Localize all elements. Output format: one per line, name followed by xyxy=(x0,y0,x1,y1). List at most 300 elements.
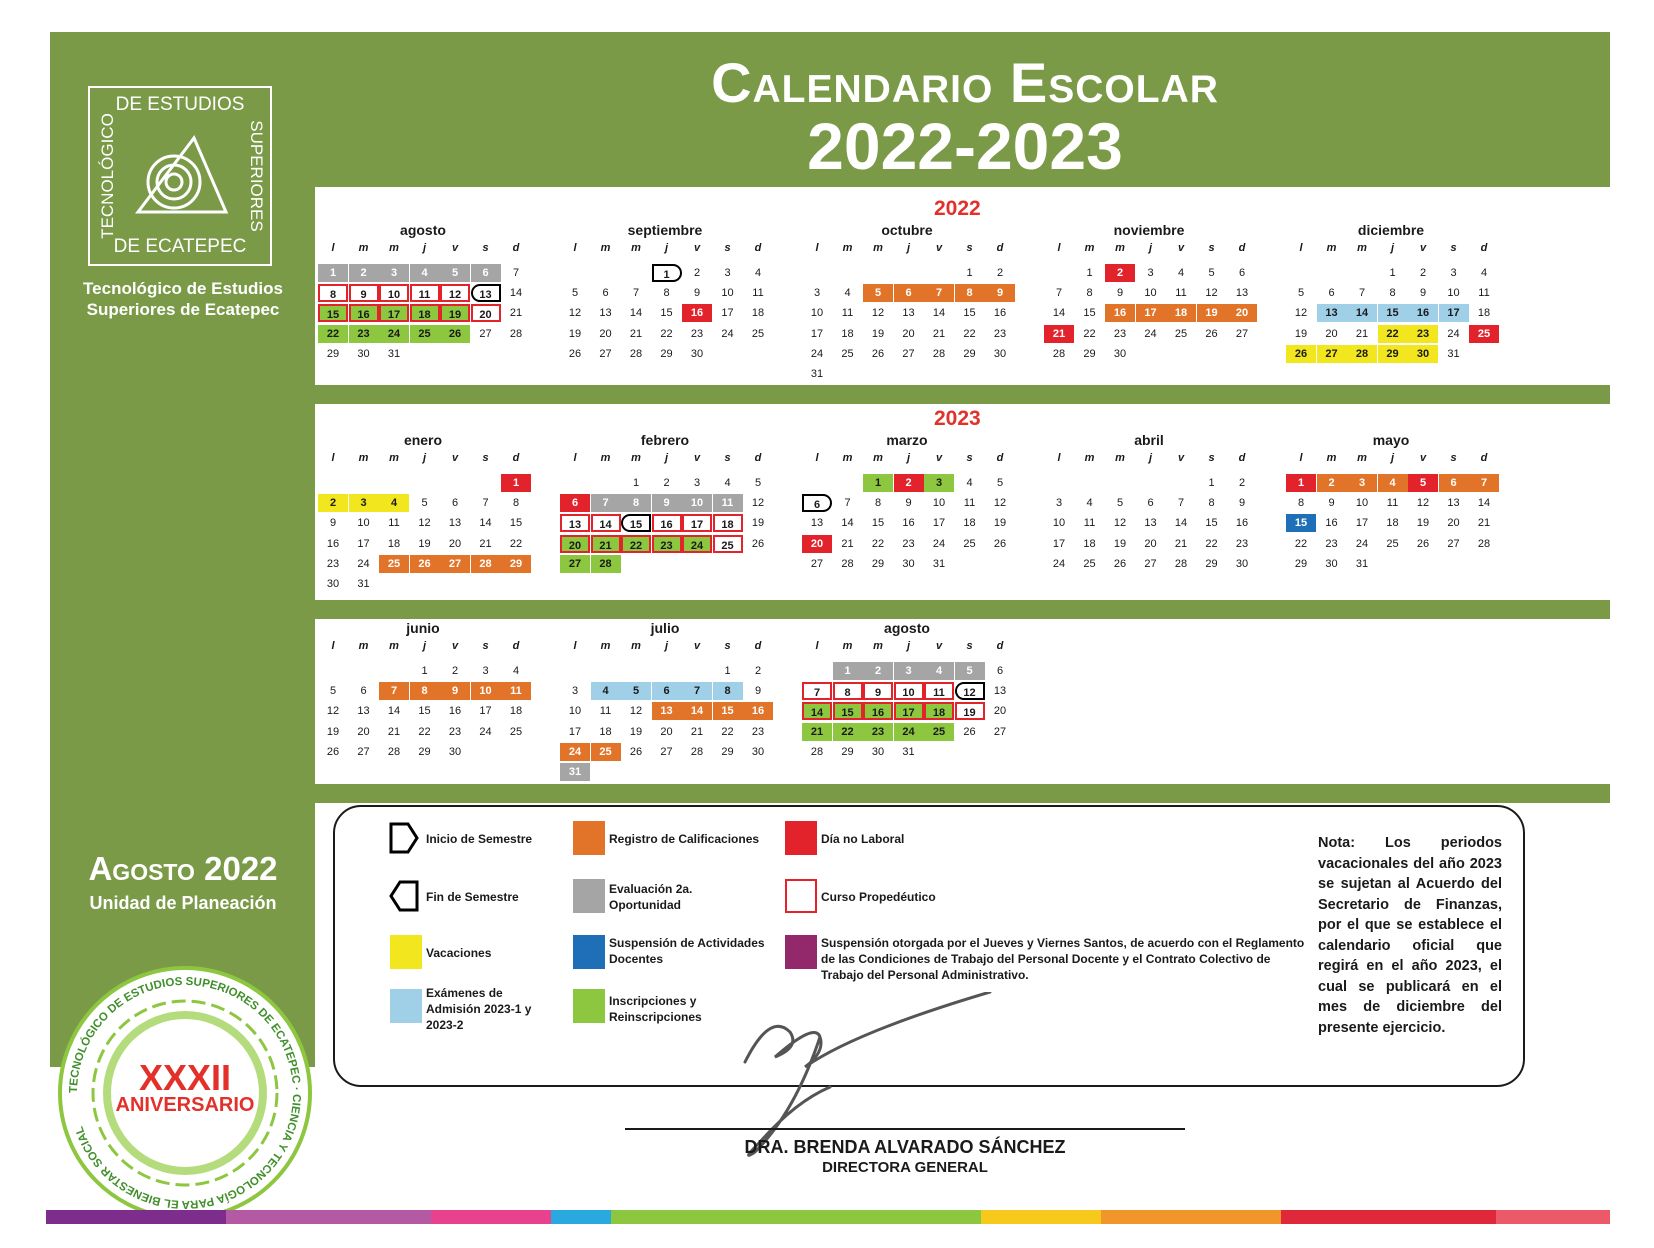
calendar-day: 7 xyxy=(802,682,832,700)
weekday-label: s xyxy=(724,452,731,464)
weekday-label: v xyxy=(935,640,943,652)
calendar-day: 31 xyxy=(1447,347,1460,360)
weekday-label: d xyxy=(1480,452,1488,464)
month-name: julio xyxy=(650,620,680,636)
calendar-day: 30 xyxy=(326,578,340,590)
anniversary-seal xyxy=(50,962,320,1224)
calendar-day: 16 xyxy=(652,514,682,532)
calendar-day: 15 xyxy=(963,307,976,320)
calendar-day: 18 xyxy=(841,327,854,340)
weekday-label: m xyxy=(1326,452,1337,464)
color-stripe xyxy=(1281,1210,1496,1224)
calendar-day: 6 xyxy=(471,264,501,282)
calendar-day: 12 xyxy=(418,517,431,530)
calendar-day: 31 xyxy=(902,745,915,758)
weekday-label: m xyxy=(842,242,853,254)
calendar-day: 21 xyxy=(387,725,401,738)
calendar-day: 23 xyxy=(902,537,915,550)
calendar-day: 20 xyxy=(993,705,1007,718)
calendar-day: 10 xyxy=(471,682,501,700)
calendar-day: 2 xyxy=(1317,474,1347,492)
weekday-label: j xyxy=(422,242,427,254)
calendar-day: 23 xyxy=(326,557,340,570)
note-text: Los periodos vacacionales del año 2023 se sujetan al Acuerdo del Secretario de Finanzas, por el que se establece el calendario oficial que regirá en el año 2023, el cual se publicará en el mes de diciembre del presente ejercicio. xyxy=(1318,835,1502,1036)
calendar-day: 16 xyxy=(682,304,712,322)
calendar-day: 2 xyxy=(693,267,701,279)
calendar-day: 8 xyxy=(318,284,348,302)
calendar-day: 5 xyxy=(329,685,337,698)
calendar-day: 1 xyxy=(1286,474,1316,492)
weekday-label: m xyxy=(631,242,641,254)
calendar-day: 9 xyxy=(693,287,701,300)
calendar-day: 4 xyxy=(724,477,731,489)
calendar-day: 17 xyxy=(1439,304,1469,322)
weekday-label: s xyxy=(966,242,973,254)
calendar-day: 8 xyxy=(874,497,882,510)
calendar-day: 3 xyxy=(1450,267,1457,279)
calendar-day: 23 xyxy=(1408,325,1438,343)
calendar-day: 3 xyxy=(693,477,701,489)
weekday-label: j xyxy=(1148,242,1153,254)
calendar-day: 4 xyxy=(591,682,621,700)
calendar-day: 1 xyxy=(652,264,682,282)
calendar-day: 7 xyxy=(1358,287,1366,300)
calendar-day: 28 xyxy=(810,745,824,758)
calendar-day: 23 xyxy=(863,723,893,741)
calendar-day: 9 xyxy=(1328,497,1335,510)
calendar-day: 3 xyxy=(924,474,954,492)
calendar-day: 12 xyxy=(955,682,985,700)
calendar-day: 30 xyxy=(993,347,1007,360)
logo-emblem-icon xyxy=(134,132,230,224)
calendar-day: 22 xyxy=(1205,537,1218,550)
weekday-label: m xyxy=(842,640,853,652)
weekday-label: m xyxy=(1115,452,1125,464)
calendar-day: 21 xyxy=(479,537,492,550)
weekday-label: j xyxy=(664,242,669,254)
weekday-label: v xyxy=(1177,242,1185,254)
calendar-day: 31 xyxy=(560,763,590,781)
weekday-label: m xyxy=(1115,242,1125,254)
calendar-day: 6 xyxy=(652,682,682,700)
calendar-day: 19 xyxy=(326,725,340,738)
legend-no-laboral: Día no Laboral xyxy=(821,832,905,846)
calendar-day: 10 xyxy=(894,682,924,700)
calendar-day: 30 xyxy=(448,745,462,758)
calendar-day: 13 xyxy=(560,514,590,532)
calendar-day: 26 xyxy=(993,537,1007,550)
calendar-day: 26 xyxy=(871,347,885,360)
calendar-day: 18 xyxy=(713,514,743,532)
calendar-day: 18 xyxy=(751,307,765,320)
calendar-day: 20 xyxy=(902,327,915,340)
weekday-label: d xyxy=(1238,452,1246,464)
calendar-day: 25 xyxy=(713,535,743,553)
month-name: agosto xyxy=(400,222,446,238)
calendar-day: 5 xyxy=(1116,497,1124,510)
calendar-day: 5 xyxy=(955,662,985,680)
weekday-label: m xyxy=(631,452,641,464)
legend-propedeutico: Curso Propedéutico xyxy=(821,890,936,904)
calendar-day: 24 xyxy=(1144,327,1157,340)
issue-date: Agosto 2022 xyxy=(88,850,278,887)
calendar-day: 7 xyxy=(1177,497,1185,510)
calendar-day: 2 xyxy=(1419,267,1427,279)
calendar-day: 9 xyxy=(1419,287,1427,300)
legend-registro: Registro de Calificaciones xyxy=(609,832,760,846)
calendar-day: 15 xyxy=(1083,307,1096,320)
calendar-day: 8 xyxy=(512,497,520,510)
weekday-label: v xyxy=(451,640,459,652)
calendar-day: 6 xyxy=(360,685,367,698)
calendar-day: 15 xyxy=(621,514,651,532)
note-block xyxy=(1318,833,1502,1038)
calendar-day: 2 xyxy=(349,264,379,282)
calendar-day: 7 xyxy=(512,267,520,279)
calendar-day: 27 xyxy=(660,745,673,758)
weekday-label: j xyxy=(664,640,669,652)
calendar-day: 27 xyxy=(357,745,370,758)
calendar-day: 21 xyxy=(802,723,832,741)
calendar-day: 14 xyxy=(387,705,401,718)
calendar-day: 21 xyxy=(932,327,946,340)
calendar-day: 14 xyxy=(841,517,854,530)
calendar-day: 2 xyxy=(663,477,670,489)
calendar-day: 22 xyxy=(318,325,348,343)
calendar-day: 6 xyxy=(451,497,459,510)
calendar-day: 8 xyxy=(1389,287,1396,300)
weekday-label: s xyxy=(1208,452,1215,464)
calendar-day: 10 xyxy=(379,284,409,302)
calendar-day: 25 xyxy=(591,743,621,761)
month-name: noviembre xyxy=(1113,222,1185,238)
calendar-day: 6 xyxy=(1147,497,1154,510)
calendar-day: 24 xyxy=(1447,327,1460,340)
calendar-day: 26 xyxy=(751,537,765,550)
calendar-day: 4 xyxy=(924,662,954,680)
calendar-day: 22 xyxy=(1378,325,1408,343)
weekday-label: m xyxy=(389,640,399,652)
weekday-label: l xyxy=(1057,242,1061,254)
start-semester-icon xyxy=(388,821,420,855)
calendar-day: 19 xyxy=(629,725,643,738)
calendar-day: 28 xyxy=(387,745,401,758)
month-name: octubre xyxy=(881,222,933,238)
calendar-day: 19 xyxy=(418,537,431,550)
calendar-day: 29 xyxy=(721,745,734,758)
holy-week-swatch xyxy=(785,935,817,969)
weekday-label: j xyxy=(906,242,911,254)
calendar-day: 19 xyxy=(1416,517,1430,530)
calendar-day: 24 xyxy=(721,327,734,340)
weekday-label: m xyxy=(358,640,369,652)
calendar-day: 2 xyxy=(863,662,893,680)
weekday-label: l xyxy=(1299,452,1303,464)
weekday-label: m xyxy=(1084,242,1095,254)
calendar-day: 14 xyxy=(509,287,523,300)
weekday-label: m xyxy=(358,242,369,254)
title-line1: Calendario Escolar xyxy=(711,51,1219,114)
calendar-day: 16 xyxy=(993,307,1007,320)
calendar-day: 27 xyxy=(1144,557,1157,570)
calendar-day: 7 xyxy=(482,497,489,510)
weekday-label: m xyxy=(389,452,399,464)
weekday-label: v xyxy=(935,452,943,464)
weekday-label: m xyxy=(1357,452,1367,464)
calendar-day: 2 xyxy=(996,267,1004,279)
weekday-label: v xyxy=(1419,242,1427,254)
calendar-day: 3 xyxy=(1347,474,1377,492)
calendar-day: 17 xyxy=(1052,537,1066,550)
calendar-day: 11 xyxy=(713,494,743,512)
calendar-day: 9 xyxy=(652,494,682,512)
calendar-day: 14 xyxy=(1174,517,1188,530)
calendar-day: 14 xyxy=(932,307,946,320)
month-name: junio xyxy=(406,620,440,636)
calendar-day: 31 xyxy=(387,347,401,360)
calendar-day: 11 xyxy=(963,497,976,510)
weekday-label: v xyxy=(1419,452,1427,464)
calendar-day: 4 xyxy=(379,494,409,512)
calendar-day: 2 xyxy=(894,474,924,492)
calendar-day: 16 xyxy=(1235,517,1249,530)
weekday-label: v xyxy=(451,452,459,464)
logo-text-top: DE ESTUDIOS xyxy=(115,94,245,115)
calendar-day: 23 xyxy=(993,327,1007,340)
calendar-day: 25 xyxy=(963,537,976,550)
calendar-day: 5 xyxy=(421,497,428,510)
calendar-day: 2 xyxy=(754,665,762,677)
calendar-day: 6 xyxy=(1238,267,1246,279)
calendar-day: 29 xyxy=(501,555,531,573)
enrollment-swatch xyxy=(573,989,605,1023)
calendar-day: 4 xyxy=(512,665,520,677)
calendar-day: 24 xyxy=(357,557,370,570)
calendar-day: 13 xyxy=(471,284,501,302)
calendar-day: 1 xyxy=(863,474,893,492)
calendar-day: 13 xyxy=(1447,497,1460,510)
calendar-day: 13 xyxy=(902,307,915,320)
calendar-day: 13 xyxy=(1144,517,1157,530)
calendar-day: 15 xyxy=(1205,517,1218,530)
calendar-day: 20 xyxy=(660,725,673,738)
color-stripe xyxy=(611,1210,981,1224)
calendar-day: 24 xyxy=(894,723,924,741)
calendar-day: 14 xyxy=(591,514,621,532)
weekday-label: l xyxy=(815,640,819,652)
title-line2: 2022-2023 xyxy=(807,109,1123,183)
calendar-day: 9 xyxy=(329,517,337,530)
calendar-day: 17 xyxy=(568,725,582,738)
calendar-day: 31 xyxy=(932,557,946,570)
calendar-day: 4 xyxy=(754,267,762,279)
calendar-day: 6 xyxy=(894,284,924,302)
calendar-day: 12 xyxy=(1113,517,1127,530)
calendar-day: 21 xyxy=(1355,327,1369,340)
calendar-day: 14 xyxy=(1052,307,1066,320)
calendar-day: 1 xyxy=(724,665,731,677)
calendar-day: 27 xyxy=(440,555,470,573)
calendar-day: 7 xyxy=(682,682,712,700)
calendar-day: 11 xyxy=(841,307,854,320)
calendar-day: 27 xyxy=(810,557,824,570)
calendar-day: 1 xyxy=(833,662,863,680)
logo-text-bottom: DE ECATEPEC xyxy=(113,236,247,257)
calendar-day: 16 xyxy=(1408,304,1438,322)
weekday-label: s xyxy=(482,242,489,254)
weekday-label: m xyxy=(358,452,369,464)
calendar-day: 25 xyxy=(379,555,409,573)
weekday-label: l xyxy=(1299,242,1303,254)
weekday-label: l xyxy=(815,242,819,254)
calendar-day: 17 xyxy=(932,517,946,530)
calendar-day: 2 xyxy=(1105,264,1135,282)
calendar-day: 15 xyxy=(318,304,348,322)
calendar-day: 23 xyxy=(349,325,379,343)
weekday-label: j xyxy=(906,452,911,464)
calendar-day: 29 xyxy=(660,347,673,360)
calendar-day: 13 xyxy=(357,705,370,718)
calendar-day: 9 xyxy=(754,685,762,698)
calendar-day: 18 xyxy=(410,304,440,322)
weekday-label: d xyxy=(996,242,1004,254)
calendar-day: 21 xyxy=(841,537,854,550)
calendar-day: 10 xyxy=(357,517,370,530)
calendar-day: 6 xyxy=(1328,287,1335,300)
weekday-label: l xyxy=(331,452,335,464)
weekday-label: s xyxy=(482,452,489,464)
calendar-day: 23 xyxy=(1325,537,1338,550)
calendar-day: 30 xyxy=(1325,557,1338,570)
calendar-day: 5 xyxy=(1408,474,1438,492)
weekday-label: l xyxy=(1057,452,1061,464)
calendar-day: 9 xyxy=(440,682,470,700)
calendar-day: 3 xyxy=(1055,497,1063,510)
signature-line xyxy=(625,1128,1185,1130)
calendar-day: 10 xyxy=(1052,517,1066,530)
calendar-day: 27 xyxy=(479,327,492,340)
weekday-label: v xyxy=(1177,452,1185,464)
calendar-day: 28 xyxy=(509,327,523,340)
calendar-day: 17 xyxy=(682,514,712,532)
calendar-day: 29 xyxy=(326,347,340,360)
calendar-day: 21 xyxy=(591,535,621,553)
calendar-day: 19 xyxy=(440,304,470,322)
calendar-day: 24 xyxy=(1355,537,1369,550)
weekday-label: m xyxy=(1084,452,1095,464)
weekday-label: v xyxy=(451,242,459,254)
calendar-day: 29 xyxy=(871,557,885,570)
weekday-label: m xyxy=(631,640,641,652)
calendar-day: 11 xyxy=(1083,517,1096,530)
calendar-day: 5 xyxy=(754,477,762,489)
weekday-label: d xyxy=(754,452,762,464)
calendar-day: 8 xyxy=(1208,497,1215,510)
weekday-label: s xyxy=(724,640,731,652)
calendar-day: 30 xyxy=(902,557,915,570)
calendar-day: 4 xyxy=(1086,497,1093,510)
calendar-day: 31 xyxy=(1355,557,1369,570)
weekday-label: l xyxy=(815,452,819,464)
calendar-day: 13 xyxy=(448,517,462,530)
calendar-day: 8 xyxy=(621,494,651,512)
calendar-day: 22 xyxy=(963,327,976,340)
calendar-day: 1 xyxy=(632,477,640,489)
calendar-day: 6 xyxy=(1439,474,1469,492)
calendar-day: 1 xyxy=(318,264,348,282)
year-label-2023: 2023 xyxy=(934,407,981,430)
calendar-day: 12 xyxy=(993,497,1007,510)
weekday-label: j xyxy=(422,640,427,652)
calendar-day: 31 xyxy=(810,368,824,380)
calendar-day: 8 xyxy=(833,682,863,700)
weekday-label: m xyxy=(600,452,611,464)
calendar-day: 3 xyxy=(349,494,379,512)
calendar-day: 12 xyxy=(751,497,765,510)
calendar-day: 23 xyxy=(1235,537,1249,550)
calendar-day: 19 xyxy=(993,517,1007,530)
calendar-day: 24 xyxy=(1052,557,1066,570)
weekday-label: s xyxy=(1208,242,1215,254)
calendar-day: 15 xyxy=(833,702,863,720)
calendar-day: 19 xyxy=(568,327,582,340)
calendar-day: 20 xyxy=(1227,304,1257,322)
calendar-day: 18 xyxy=(1477,307,1491,320)
calendar-day: 22 xyxy=(1083,327,1096,340)
month-name: mayo xyxy=(1372,432,1410,448)
calendar-day: 12 xyxy=(1294,307,1308,320)
calendar-day: 9 xyxy=(1238,497,1246,510)
calendar-day: 19 xyxy=(955,702,985,720)
calendar-day: 11 xyxy=(1175,287,1187,300)
calendar-day: 25 xyxy=(410,325,440,343)
calendar-day: 16 xyxy=(902,517,915,530)
calendar-day: 4 xyxy=(1480,267,1488,279)
calendar-day: 5 xyxy=(1208,267,1215,279)
legend-examenes: Exámenes de Admisión 2023-1 y 2023-2 xyxy=(426,986,532,1032)
calendar-day: 1 xyxy=(421,665,428,677)
calendar-day: 24 xyxy=(932,537,946,550)
calendar-day: 12 xyxy=(568,307,582,320)
calendar-day: 4 xyxy=(1177,267,1185,279)
calendar-day: 4 xyxy=(844,287,851,300)
calendar-day: 7 xyxy=(379,682,409,700)
month-name: marzo xyxy=(886,432,928,448)
calendar-day: 25 xyxy=(1083,557,1096,570)
calendar-day: 24 xyxy=(682,535,712,553)
calendar-day: 28 xyxy=(1174,557,1188,570)
calendar-day: 8 xyxy=(1086,287,1093,300)
weekday-label: m xyxy=(600,242,611,254)
seal-ring-text: TECNOLÓGICO DE ESTUDIOS SUPERIORES DE ECATEPEC · CIENCIA Y TECNOLOGÍA PARA EL BIENESTAR SOCIAL xyxy=(67,975,303,1211)
calendar-day: 1 xyxy=(1086,267,1093,279)
color-stripe xyxy=(981,1210,1101,1224)
weekday-label: d xyxy=(1238,242,1246,254)
calendar-day: 14 xyxy=(629,307,643,320)
legend-fin: Fin de Semestre xyxy=(426,890,519,904)
calendar-day: 24 xyxy=(810,347,824,360)
calendar-day: 11 xyxy=(501,682,531,700)
calendar-day: 19 xyxy=(871,327,885,340)
year-label-2022: 2022 xyxy=(934,197,981,220)
color-stripe xyxy=(431,1210,551,1224)
calendar-day: 17 xyxy=(379,304,409,322)
calendar-day: 26 xyxy=(1416,537,1430,550)
calendar-day: 24 xyxy=(560,743,590,761)
calendar-day: 2 xyxy=(318,494,348,512)
month-name: diciembre xyxy=(1357,222,1425,238)
calendar-day: 14 xyxy=(802,702,832,720)
